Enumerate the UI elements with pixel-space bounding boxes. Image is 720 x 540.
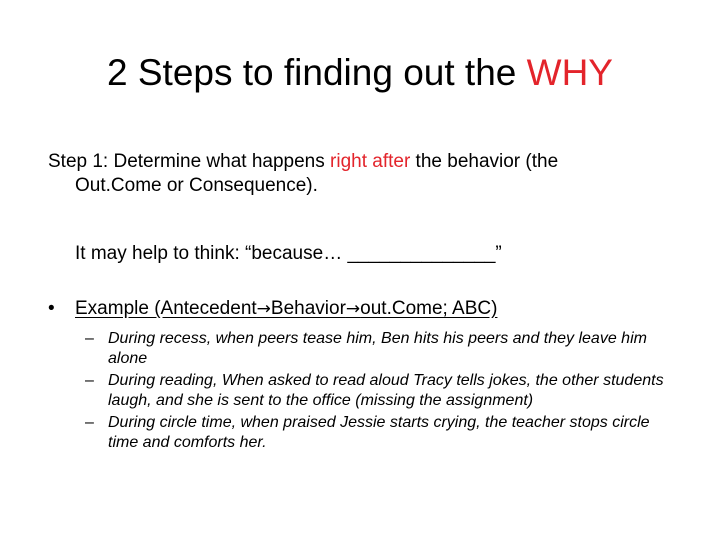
title-text: 2 Steps to finding out the bbox=[107, 52, 527, 93]
step-1-paragraph bbox=[48, 150, 688, 198]
example-sublist bbox=[85, 329, 665, 455]
dash-icon: – bbox=[85, 330, 94, 347]
step-1-prefix: Step 1: Determine what happens bbox=[48, 151, 331, 172]
example-part-1: Example (Antecedent bbox=[75, 298, 257, 319]
step-1-line-2: Out.Come or Consequence). bbox=[75, 175, 318, 196]
arrow-right-icon: → bbox=[256, 299, 271, 319]
list-item-text: During reading, When asked to read aloud Tracy tells jokes, the other students laugh, and she is sent to the office (missing the assignment) bbox=[108, 372, 664, 409]
list-item bbox=[85, 413, 665, 453]
list-item bbox=[85, 371, 665, 411]
bullet-icon: • bbox=[48, 298, 55, 319]
example-text bbox=[75, 298, 497, 319]
example-part-2: Behavior bbox=[270, 298, 346, 319]
step-1-suffix: the behavior (the bbox=[410, 151, 559, 172]
example-bullet bbox=[48, 297, 698, 321]
list-item-text: During circle time, when praised Jessie starts crying, the teacher stops circle time and comforts her. bbox=[108, 414, 650, 451]
list-item-text: During recess, when peers tease him, Ben hits his peers and they leave him alone bbox=[108, 330, 647, 367]
hint-line: It may help to think: “because… ______________” bbox=[75, 243, 502, 264]
dash-icon: – bbox=[85, 372, 94, 389]
list-item bbox=[85, 329, 665, 369]
title-accent-why: WHY bbox=[526, 52, 613, 93]
dash-icon: – bbox=[85, 414, 94, 431]
step-1-accent: right after bbox=[330, 151, 411, 172]
arrow-right-icon: → bbox=[345, 299, 361, 319]
example-part-3: out.Come; ABC) bbox=[360, 298, 498, 319]
slide-title bbox=[0, 50, 720, 96]
